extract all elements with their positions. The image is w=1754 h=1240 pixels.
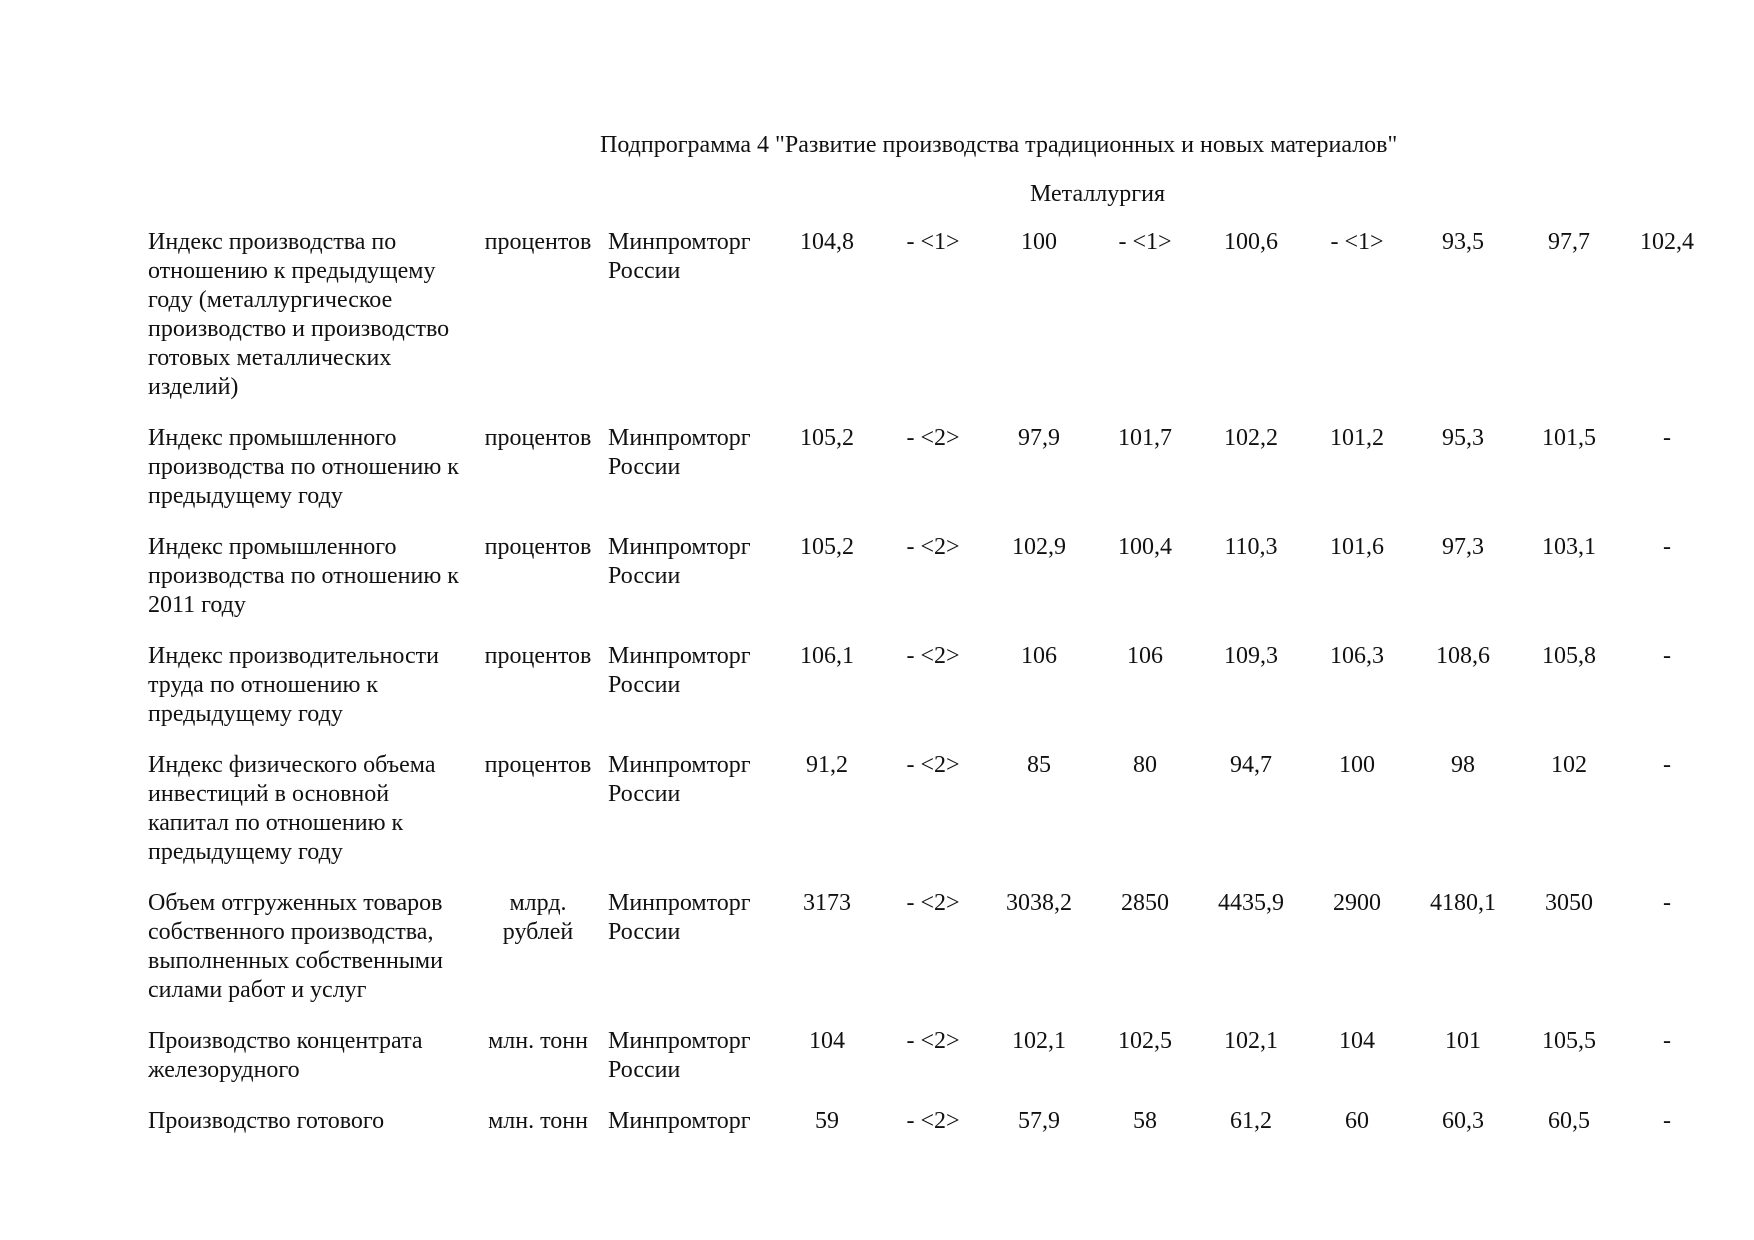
value-cell: 80: [1133, 752, 1157, 778]
value-cell: 106,3: [1330, 643, 1384, 669]
indicator-name: Индекс физического объема инвестиций в основной капитал по отношению к предыдущему году: [148, 752, 436, 865]
value-cell: 104: [809, 1028, 845, 1054]
value-cell: 60,5: [1548, 1108, 1590, 1134]
indicator-executor: Минпромторг России: [608, 752, 751, 807]
value-cell: 60: [1345, 1108, 1369, 1134]
value-cell: 101,6: [1330, 534, 1384, 560]
value-cell: - <2>: [906, 1028, 960, 1054]
value-cell: 102: [1551, 752, 1587, 778]
indicator-unit: млн. тонн: [488, 1028, 588, 1054]
value-cell: 3173: [803, 890, 851, 916]
value-cell: 2850: [1121, 890, 1169, 916]
value-cell: 4180,1: [1430, 890, 1496, 916]
table-row: [148, 228, 1712, 424]
value-cell: -: [1663, 643, 1671, 669]
value-cell: -: [1663, 1108, 1671, 1134]
section-title: Металлургия: [1030, 181, 1165, 207]
value-cell: 59: [815, 1108, 839, 1134]
value-cell: - <2>: [906, 1108, 960, 1134]
value-cell: 85: [1027, 752, 1051, 778]
indicator-name: Индекс промышленного производства по отношению к 2011 году: [148, 534, 459, 618]
value-cell: - <1>: [906, 229, 960, 255]
value-cell: 102,2: [1224, 425, 1278, 451]
value-cell: 3050: [1545, 890, 1593, 916]
value-cell: 61,2: [1230, 1108, 1272, 1134]
table-row: [148, 751, 1712, 889]
value-cell: -: [1663, 425, 1671, 451]
indicator-unit: процентов: [484, 534, 592, 560]
value-cell: 91,2: [806, 752, 848, 778]
table-row: [148, 889, 1712, 1027]
value-cell: 97,7: [1548, 229, 1590, 255]
indicator-unit: процентов: [484, 643, 592, 669]
indicator-unit: процентов: [484, 752, 592, 778]
value-cell: 106: [1021, 643, 1057, 669]
table-row: [148, 1107, 1712, 1158]
value-cell: -: [1663, 890, 1671, 916]
value-cell: 2900: [1333, 890, 1381, 916]
indicator-executor: Минпромторг России: [608, 890, 751, 945]
value-cell: 103,1: [1542, 534, 1596, 560]
value-cell: 102,1: [1224, 1028, 1278, 1054]
value-cell: 104: [1339, 1028, 1375, 1054]
indicator-unit: процентов: [484, 425, 592, 451]
indicator-unit: млн. тонн: [488, 1108, 588, 1134]
indicator-executor: Минпромторг России: [608, 425, 751, 480]
value-cell: 93,5: [1442, 229, 1484, 255]
value-cell: - <1>: [1118, 229, 1172, 255]
indicator-executor: Минпромторг России: [608, 1028, 751, 1083]
indicator-unit: млрд. рублей: [502, 890, 574, 945]
value-cell: 104,8: [800, 229, 854, 255]
indicator-name: Производство концентрата железорудного: [148, 1028, 423, 1083]
value-cell: 58: [1133, 1108, 1157, 1134]
value-cell: 98: [1451, 752, 1475, 778]
indicator-executor: Минпромторг: [608, 1108, 751, 1134]
subprogram-title: Подпрограмма 4 "Развитие производства традиционных и новых материалов": [600, 132, 1398, 158]
value-cell: 101,7: [1118, 425, 1172, 451]
value-cell: - <1>: [1330, 229, 1384, 255]
value-cell: 102,9: [1012, 534, 1066, 560]
indicators-table: [148, 228, 1712, 1158]
indicator-executor: Минпромторг России: [608, 229, 751, 284]
table-row: [148, 533, 1712, 642]
value-cell: 57,9: [1018, 1108, 1060, 1134]
value-cell: 101,5: [1542, 425, 1596, 451]
value-cell: 110,3: [1224, 534, 1278, 560]
value-cell: 105,5: [1542, 1028, 1596, 1054]
indicator-name: Индекс производства по отношению к предыдущему году (металлургическое производство и производство готовых металлических изделий): [148, 229, 450, 400]
value-cell: 60,3: [1442, 1108, 1484, 1134]
value-cell: - <2>: [906, 890, 960, 916]
value-cell: - <2>: [906, 752, 960, 778]
value-cell: 100: [1021, 229, 1057, 255]
indicator-name: Производство готового: [148, 1108, 385, 1134]
value-cell: 106,1: [800, 643, 854, 669]
table-row: [148, 1027, 1712, 1107]
value-cell: 3038,2: [1006, 890, 1072, 916]
value-cell: 102,4: [1640, 229, 1694, 255]
value-cell: 100,4: [1118, 534, 1172, 560]
table-row: [148, 642, 1712, 751]
value-cell: 105,2: [800, 534, 854, 560]
value-cell: 102,5: [1118, 1028, 1172, 1054]
value-cell: - <2>: [906, 425, 960, 451]
indicator-executor: Минпромторг России: [608, 643, 751, 698]
value-cell: -: [1663, 534, 1671, 560]
value-cell: 100: [1339, 752, 1375, 778]
indicator-unit: процентов: [484, 229, 592, 255]
value-cell: 109,3: [1224, 643, 1278, 669]
indicator-name: Объем отгруженных товаров собственного производства, выполненных собственными силами работ и услуг: [148, 890, 443, 1003]
value-cell: 106: [1127, 643, 1163, 669]
value-cell: 100,6: [1224, 229, 1278, 255]
value-cell: 97,9: [1018, 425, 1060, 451]
value-cell: - <2>: [906, 643, 960, 669]
value-cell: -: [1663, 1028, 1671, 1054]
table-row: [148, 424, 1712, 533]
value-cell: 97,3: [1442, 534, 1484, 560]
indicator-executor: Минпромторг России: [608, 534, 751, 589]
value-cell: 101,2: [1330, 425, 1384, 451]
value-cell: - <2>: [906, 534, 960, 560]
value-cell: 94,7: [1230, 752, 1272, 778]
value-cell: 108,6: [1436, 643, 1490, 669]
value-cell: 105,2: [800, 425, 854, 451]
indicator-name: Индекс промышленного производства по отношению к предыдущему году: [148, 425, 459, 509]
indicator-name: Индекс производительности труда по отношению к предыдущему году: [148, 643, 439, 727]
value-cell: 95,3: [1442, 425, 1484, 451]
value-cell: 105,8: [1542, 643, 1596, 669]
value-cell: 4435,9: [1218, 890, 1284, 916]
value-cell: -: [1663, 752, 1671, 778]
value-cell: 101: [1445, 1028, 1481, 1054]
value-cell: 102,1: [1012, 1028, 1066, 1054]
